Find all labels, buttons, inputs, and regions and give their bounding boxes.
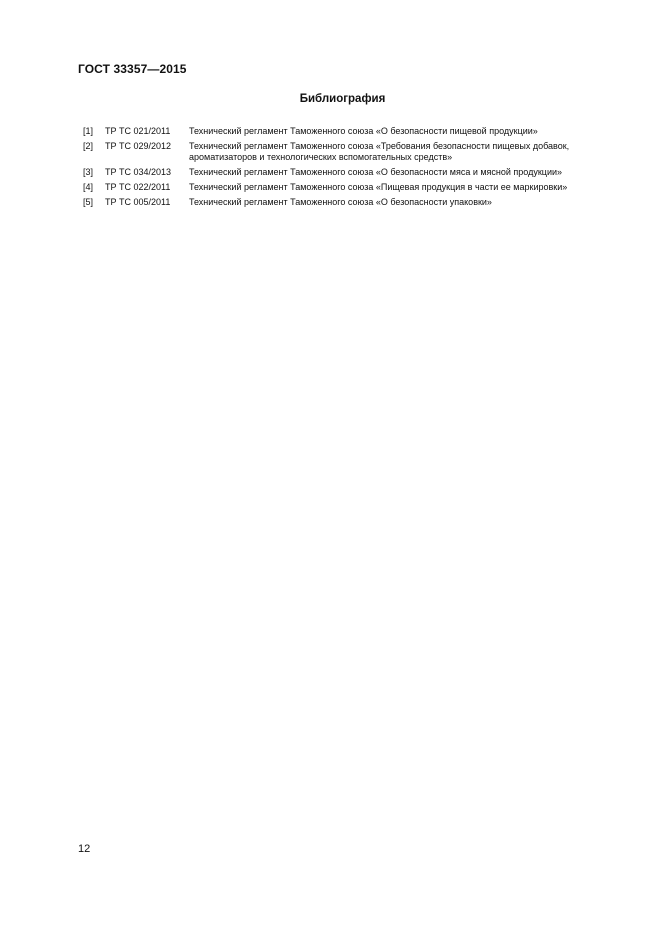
entry-text: Технический регламент Таможенного союза «О безопасности упаковки»	[189, 197, 492, 207]
entry-number: [2]	[83, 141, 94, 151]
bibliography-entry	[83, 197, 623, 208]
entry-number: [4]	[83, 182, 94, 192]
entry-number: [3]	[83, 167, 94, 177]
entry-text: Технический регламент Таможенного союза «О безопасности пищевой продукции»	[189, 126, 538, 136]
entry-code: ТР ТС 005/2011	[105, 197, 171, 207]
entry-code: ТР ТС 034/2013	[105, 167, 172, 177]
bibliography-list	[83, 126, 623, 212]
entry-code: ТР ТС 022/2011	[105, 182, 171, 192]
bibliography-entry	[83, 141, 623, 163]
entry-number: [1]	[83, 126, 94, 136]
bibliography-entry	[83, 182, 623, 193]
bibliography-entry	[83, 167, 623, 178]
bibliography-entry	[83, 126, 623, 137]
entry-text: Технический регламент Таможенного союза «Пищевая продукция в части ее маркировки»	[189, 182, 568, 192]
entry-code: ТР ТС 021/2011	[105, 126, 171, 136]
document-standard-id: ГОСТ 33357—2015	[78, 62, 187, 76]
entry-code: ТР ТС 029/2012	[105, 141, 172, 151]
entry-text: Технический регламент Таможенного союза «Требования безопасности пищевых добавок, ароматизаторов и технологических вспомогательных средств»	[189, 141, 570, 162]
entry-text: Технический регламент Таможенного союза «О безопасности мяса и мясной продукции»	[189, 167, 563, 177]
section-title: Библиография	[299, 93, 386, 105]
entry-number: [5]	[83, 197, 94, 207]
page-number: 12	[78, 843, 91, 855]
